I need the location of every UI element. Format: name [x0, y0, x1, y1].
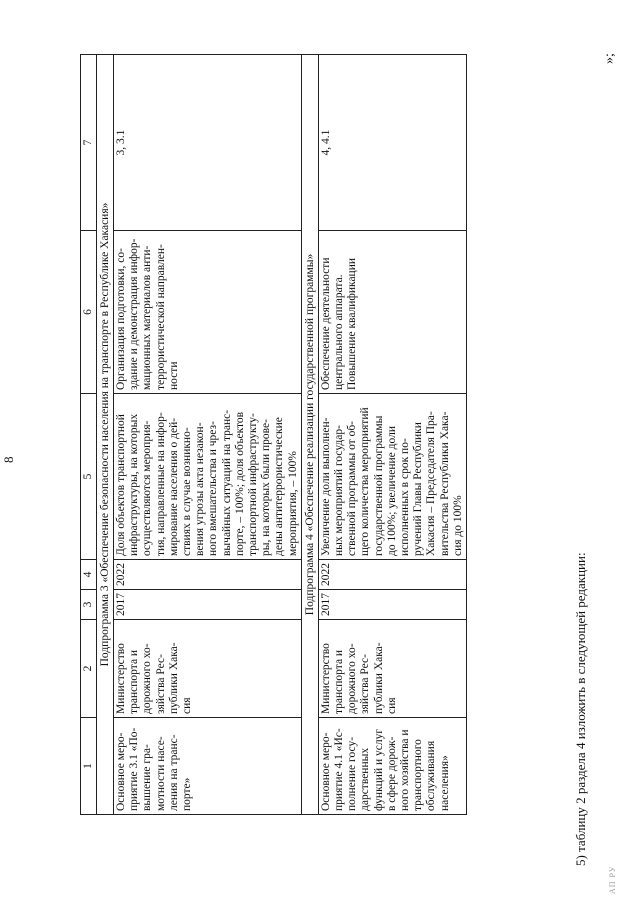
- column-header: 5: [81, 394, 97, 560]
- watermark: АП РУ: [608, 865, 617, 894]
- end-year-cell: 2022: [114, 560, 302, 590]
- cell-line: транспорта и: [128, 649, 141, 714]
- cell-line: Обеспечение деятельности: [319, 257, 332, 390]
- cell-line: дены антитеррористические: [273, 417, 286, 556]
- cell-line: осуществляются мероприя-: [141, 420, 154, 556]
- cell-line: исполненных в срок по-: [399, 438, 412, 556]
- cell-line: ного вмешательства и чрез-: [207, 421, 220, 556]
- start-year-cell: 2017: [114, 590, 302, 620]
- cell-line: Основное меро-: [115, 732, 127, 811]
- cell-line: ного хозяйства и: [399, 729, 412, 811]
- cell-line: сия: [385, 697, 398, 714]
- cell-line: Министерство: [115, 643, 127, 714]
- link-cell: 3, 3.1: [114, 55, 302, 231]
- column-header: 1: [81, 718, 97, 815]
- cell-line: полнение госу-: [346, 736, 359, 811]
- cell-line: тия, направленные на инфор-: [154, 412, 167, 556]
- cell-line: ствиях в случае возникно-: [181, 427, 194, 556]
- cell-line: вышение гра-: [141, 744, 154, 811]
- column-header: 6: [81, 231, 97, 394]
- cell-line: до 100%; увеличение доли: [385, 425, 398, 556]
- directions-cell: [114, 231, 302, 394]
- cell-line: публики Хака-: [167, 642, 180, 714]
- cell-line: ных мероприятий государ-: [333, 425, 346, 556]
- cell-line: дарственных: [359, 747, 372, 811]
- executor-cell: [318, 620, 466, 718]
- indicator-cell: [114, 394, 302, 560]
- cell-line: вения угрозы акта незакон-: [194, 422, 207, 556]
- cell-line: вительства Республики Хака-: [438, 411, 451, 556]
- cell-line: мационных материалов анти-: [141, 245, 154, 390]
- cell-line: публики Хака-: [372, 642, 385, 714]
- cell-line: инфраструктуры, на которых: [128, 413, 141, 556]
- cell-line: сия: [181, 697, 194, 714]
- cell-line: транспортного: [412, 739, 425, 811]
- cell-line: мероприятия, – 100%: [286, 451, 299, 556]
- page-number: 8: [1, 456, 16, 463]
- program-measures-table: [80, 54, 467, 815]
- cell-line: Повышение квалификации: [346, 257, 359, 390]
- cell-line: обслуживания: [425, 740, 438, 811]
- column-header: 2: [81, 620, 97, 718]
- cell-line: дорожного хо-: [141, 643, 154, 714]
- column-header: 7: [81, 55, 97, 231]
- cell-line: здание и демонстрация инфор-: [128, 238, 141, 390]
- cell-line: зяйства Рес-: [154, 654, 167, 714]
- cell-line: центрального аппарата.: [333, 274, 346, 390]
- cell-line: Доля объектов транспортной: [115, 414, 127, 556]
- cell-line: щего количества мероприятий: [359, 407, 372, 556]
- table-row: [114, 55, 302, 815]
- cell-line: функций и услуг: [372, 728, 385, 811]
- cell-line: дорожного хо-: [346, 643, 359, 714]
- column-header: 3: [81, 590, 97, 620]
- cell-line: порте, – 100%; доля объектов: [233, 411, 246, 556]
- subprogram-3-title: Подпрограмма 3 «Обеспечение безопасности населения на транспорте в Республике Хакасия»: [97, 55, 114, 815]
- column-header: 4: [81, 560, 97, 590]
- start-year-cell: 2017: [318, 590, 466, 620]
- cell-line: мотности насе-: [154, 736, 167, 811]
- subprogram-title-row: [97, 55, 114, 815]
- indicator-cell: [318, 394, 466, 560]
- measure-cell: [318, 718, 466, 815]
- cell-line: мирование населения о дей-: [167, 417, 180, 556]
- cell-line: приятие 4.1 «Ис-: [333, 728, 346, 811]
- cell-line: приятие 3.1 «По-: [128, 727, 141, 811]
- cell-line: Увеличение доли выполнен-: [319, 417, 332, 556]
- cell-line: Организация подготовки, со-: [115, 248, 127, 390]
- cell-line: ственной программы от об-: [346, 421, 359, 556]
- cell-line: террористической направлен-: [154, 244, 167, 390]
- link-cell: 4, 4.1: [318, 55, 466, 231]
- subprogram-title-row: [301, 55, 318, 815]
- cell-line: вычайных ситуаций на транс-: [220, 409, 233, 556]
- cell-line: ления на транс-: [167, 734, 180, 811]
- end-year-cell: 2022: [318, 560, 466, 590]
- cell-line: ности: [167, 361, 180, 390]
- cell-line: населения»: [438, 755, 451, 811]
- cell-line: государственной программы: [372, 415, 385, 556]
- cell-line: в сфере дорож-: [385, 736, 398, 811]
- cell-line: Основное меро-: [319, 732, 332, 811]
- cell-line: порте»: [181, 777, 194, 811]
- executor-cell: [114, 620, 302, 718]
- cell-line: Министерство: [319, 643, 332, 714]
- cell-line: сия до 100%: [451, 495, 464, 556]
- table-header-row: [81, 55, 97, 815]
- table-row: [318, 55, 466, 815]
- subprogram-4-title: Подпрограмма 4 «Обеспечение реализации государственной программы»: [301, 55, 318, 815]
- cell-line: транспортной инфраструкту-: [247, 413, 260, 556]
- measure-cell: [114, 718, 302, 815]
- cell-line: ры, на которых были прове-: [260, 419, 273, 556]
- cell-line: зяйства Рес-: [359, 654, 372, 714]
- closing-quote: »;: [602, 53, 617, 64]
- footnote-text: 5) таблицу 2 раздела 4 изложить в следующей редакции:: [573, 552, 588, 866]
- directions-cell: [318, 231, 466, 394]
- cell-line: ручений Главы Республики: [412, 422, 425, 556]
- cell-line: транспорта и: [333, 649, 346, 714]
- cell-line: Хакасия – Председателя Пра-: [425, 411, 438, 556]
